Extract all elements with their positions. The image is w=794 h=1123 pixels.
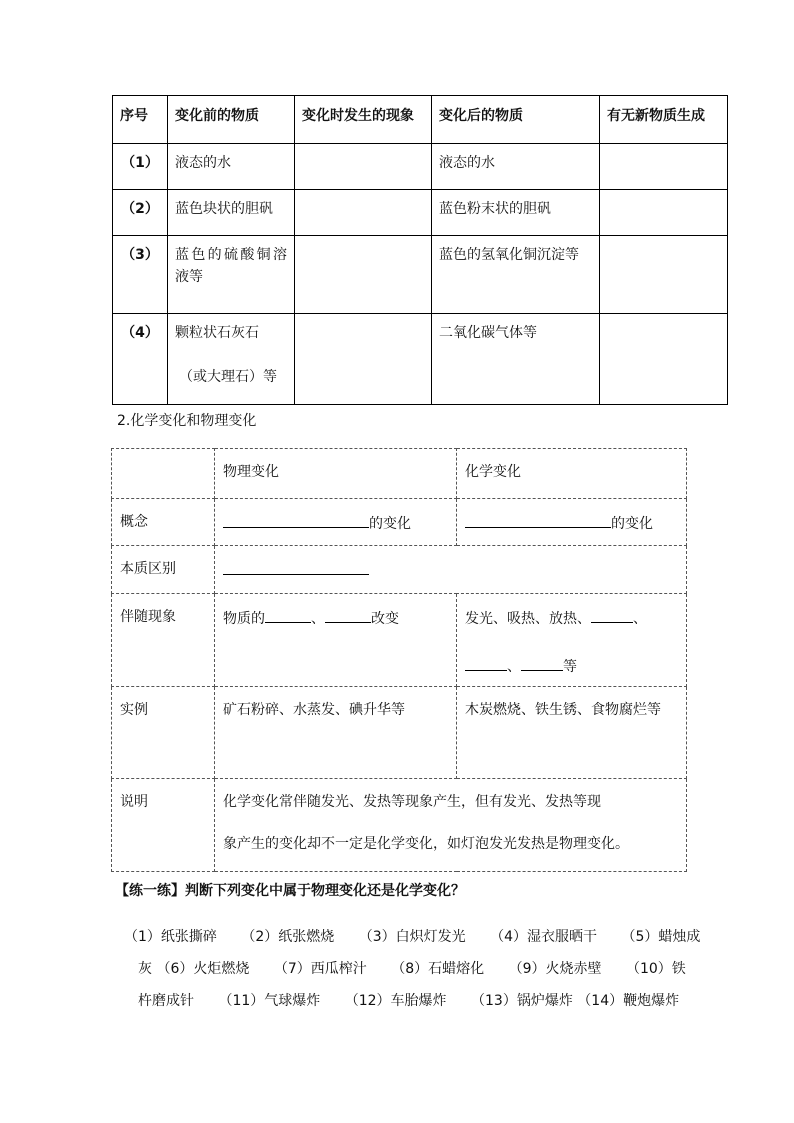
- fill-blank[interactable]: [325, 606, 371, 623]
- practice-item: （11）气球爆炸: [218, 993, 321, 1009]
- table-row: [113, 190, 728, 236]
- table-row: [112, 687, 687, 779]
- new-substance-cell: [600, 314, 728, 405]
- table-row: [113, 236, 728, 314]
- corner-cell: [112, 449, 215, 499]
- header-cell: 变化时发生的现象: [295, 96, 432, 144]
- fill-blank[interactable]: [223, 511, 369, 528]
- substance-before: 液态的水: [168, 144, 295, 190]
- substance-before-line1: 颗粒状石灰石: [175, 325, 259, 341]
- substance-before: 蓝色块状的胆矾: [168, 190, 295, 236]
- examples-physical: 矿石粉碎、水蒸发、碘升华等: [215, 687, 457, 779]
- table-row: [112, 499, 687, 546]
- substance-after: 液态的水: [432, 144, 600, 190]
- fill-blank[interactable]: [223, 558, 369, 575]
- fill-blank[interactable]: [465, 511, 611, 528]
- table-row: [112, 779, 687, 872]
- row-number: （4）: [113, 314, 168, 405]
- practice-item: （14）鞭炮爆炸: [577, 993, 680, 1009]
- phenomenon-cell: [295, 314, 432, 405]
- practice-title: 【练一练】判断下列变化中属于物理变化还是化学变化？: [115, 883, 465, 899]
- header-cell: 变化后的物质: [432, 96, 600, 144]
- examples-chemical: 木炭燃烧、铁生锈、食物腐烂等: [457, 687, 687, 779]
- practice-item: （9）火烧赤壁: [508, 961, 602, 977]
- concept-physical: [215, 499, 457, 546]
- table-row: [112, 594, 687, 687]
- practice-line-2: [138, 958, 686, 978]
- header-cell: 变化前的物质: [168, 96, 295, 144]
- blank-suffix: 的变化: [611, 516, 653, 532]
- note-line2: 象产生的变化却不一定是化学变化，如灯泡发光发热是物理变化。: [223, 836, 629, 852]
- text-fragment: 等: [563, 659, 577, 675]
- column-header-physical: 物理变化: [215, 449, 457, 499]
- row-label-examples: 实例: [112, 687, 215, 779]
- row-label-phenomena: 伴随现象: [112, 594, 215, 687]
- practice-item: （13）锅炉爆炸: [471, 993, 573, 1009]
- practice-line-1: [124, 926, 700, 946]
- substance-before: [168, 314, 295, 405]
- text-fragment: 、: [507, 659, 521, 675]
- row-label-note: 说明: [112, 779, 215, 872]
- row-number: （3）: [113, 236, 168, 314]
- comparison-table: [111, 448, 687, 872]
- practice-item: （7）西瓜榨汁: [273, 961, 367, 977]
- phenomenon-cell: [295, 144, 432, 190]
- substance-after: 蓝色粉末状的胆矾: [432, 190, 600, 236]
- practice-item: （12）车胎爆炸: [344, 993, 447, 1009]
- substance-after: 蓝色的氢氧化铜沉淀等: [432, 236, 600, 314]
- fill-blank[interactable]: [521, 654, 563, 671]
- substance-after: 二氧化碳气体等: [432, 314, 600, 405]
- blank-suffix: 的变化: [369, 516, 411, 532]
- phenomena-chemical: [457, 594, 687, 687]
- header-cell: 有无新物质生成: [600, 96, 728, 144]
- note-line1: 化学变化常伴随发光、发热等现象产生，但有发光、发热等现: [223, 794, 601, 810]
- practice-item: （4）湿衣服晒干: [490, 929, 598, 945]
- text-fragment: 、: [633, 611, 647, 627]
- practice-line-3: [138, 990, 679, 1010]
- practice-item: 灰: [138, 961, 152, 977]
- section-heading: 2.化学变化和物理变化: [117, 413, 257, 429]
- row-label-essence: 本质区别: [112, 546, 215, 594]
- fill-blank[interactable]: [465, 654, 507, 671]
- new-substance-cell: [600, 190, 728, 236]
- column-header-chemical: 化学变化: [457, 449, 687, 499]
- fill-blank[interactable]: [265, 606, 311, 623]
- practice-item: （6）火炬燃烧: [156, 961, 250, 977]
- practice-item: （10）铁: [625, 961, 686, 977]
- practice-item: 杵磨成针: [138, 993, 194, 1009]
- observation-table: [112, 95, 728, 405]
- header-cell: 序号: [113, 96, 168, 144]
- table-row: [113, 144, 728, 190]
- substance-before-line1: 蓝色的硫酸铜溶: [175, 247, 287, 263]
- new-substance-cell: [600, 236, 728, 314]
- substance-before-line2: 液等: [175, 269, 203, 285]
- practice-item: （5）蜡烛成: [621, 929, 701, 945]
- observation-table-header: [113, 96, 728, 144]
- table-row: [112, 449, 687, 499]
- substance-before-line2: （或大理石）等: [179, 369, 277, 385]
- text-fragment: 物质的: [223, 611, 265, 627]
- fill-blank[interactable]: [591, 606, 633, 623]
- text-fragment: 改变: [371, 611, 399, 627]
- phenomenon-cell: [295, 236, 432, 314]
- practice-item: （1）纸张撕碎: [124, 929, 217, 945]
- phenomena-physical: [215, 594, 457, 687]
- table-row: [113, 314, 728, 405]
- new-substance-cell: [600, 144, 728, 190]
- practice-item: （3）白炽灯发光: [358, 929, 466, 945]
- phenomenon-cell: [295, 190, 432, 236]
- concept-chemical: [457, 499, 687, 546]
- note-cell: [215, 779, 687, 872]
- practice-item: （8）石蜡熔化: [391, 961, 485, 977]
- substance-before: [168, 236, 295, 314]
- practice-item: （2）纸张燃烧: [241, 929, 335, 945]
- row-number: （2）: [113, 190, 168, 236]
- table-row: [112, 546, 687, 594]
- text-fragment: 、: [311, 611, 325, 627]
- text-fragment: 发光、吸热、放热、: [465, 611, 591, 627]
- phenomena-chemical-line2: [465, 654, 678, 678]
- row-label-concept: 概念: [112, 499, 215, 546]
- essence-cell: [215, 546, 687, 594]
- row-number: （1）: [113, 144, 168, 190]
